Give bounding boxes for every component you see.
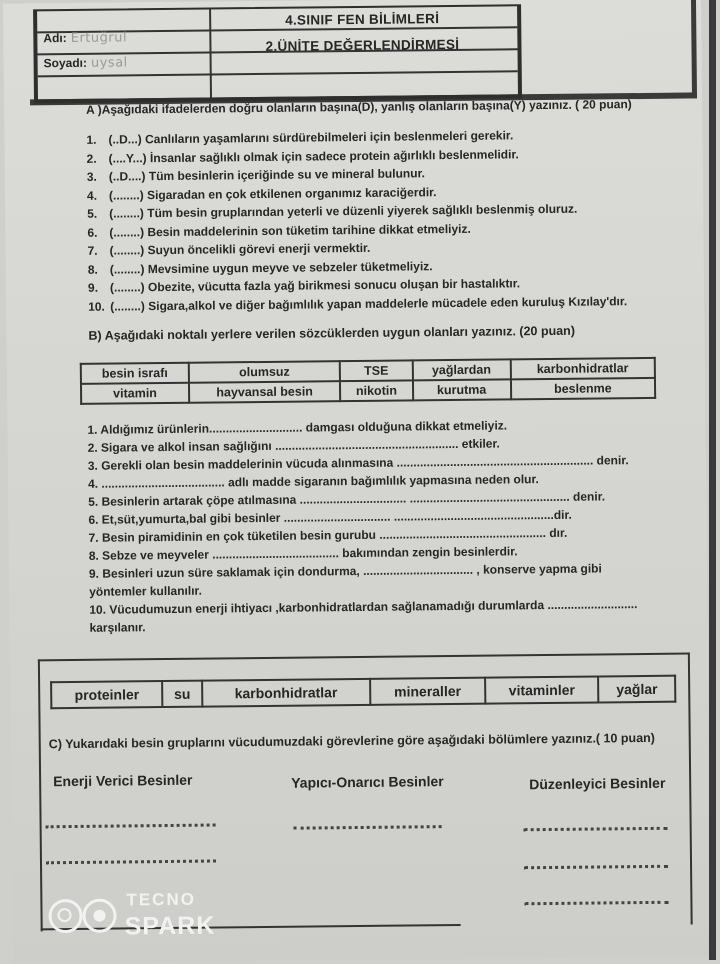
answer-blank[interactable]: (....Y...): [108, 150, 147, 166]
surname-value: uysal: [90, 55, 128, 71]
word-cell: nikotin: [340, 380, 413, 401]
fill-in-sentence[interactable]: 10. Vücudumuzun enerji ihtiyacı ,karbonhidratlardan sağlanamadığı durumlarda ...........................: [89, 597, 638, 617]
food-group-cell: karbonhidratlar: [202, 679, 371, 707]
item-text: Tüm besin gruplarından yeterli ve düzenli yiyerek sağlıklı beslenmiş oluruz.: [147, 201, 578, 221]
item-number: 3.: [86, 169, 97, 184]
food-group-cell: su: [162, 681, 202, 707]
page-edge-shadow: [709, 0, 716, 960]
item-number: 5.: [87, 206, 98, 221]
item-number: 9.: [87, 280, 99, 295]
section-b-word-table: [80, 357, 656, 405]
section-a-instruction: A )Aşağıdaki ifadelerden doğru olanların başına(D), yanlış olanların başına(Y) yazınız. ( 20 puan): [86, 97, 632, 117]
food-group-cell: mineraller: [370, 678, 485, 705]
name-value: Ertuğrul: [70, 30, 128, 46]
answer-blank[interactable]: (........): [109, 280, 145, 295]
answer-blank[interactable]: (..D....): [108, 169, 146, 184]
word-cell: besin israfı: [81, 363, 189, 384]
word-cell: karbonhidratlar: [510, 358, 655, 380]
item-text: Canlıların yaşamlarını sürdürebilmeleri için beslenmeleri gerekir.: [145, 128, 514, 147]
food-group-row: [51, 676, 675, 709]
food-group-cell: yağlar: [599, 676, 676, 703]
column-title: Düzenleyici Besinler: [529, 774, 666, 793]
item-number: 4.: [86, 188, 98, 203]
column-title: Yapıcı-Onarıcı Besinler: [291, 773, 444, 791]
answer-blank[interactable]: (........): [110, 298, 145, 314]
item-number: 2.: [86, 151, 97, 166]
section-b-sentences: [87, 415, 637, 637]
exam-subtitle: 2.ÜNİTE DEĞERLENDİRMESİ: [265, 36, 460, 54]
food-group-cell: vitaminler: [485, 676, 599, 703]
item-number: 8.: [87, 262, 98, 277]
item-text: İnsanlar sağlıklı olmak için sadece protein ağırlıklı beslenmelidir.: [149, 146, 519, 165]
fill-in-sentence[interactable]: 8. Sebze ve meyveler ...................................... bakımından zengin besinlerdir.: [88, 544, 518, 563]
food-group-cell: proteinler: [51, 681, 163, 708]
camera-dot-icon: [82, 899, 116, 933]
word-cell: hayvansal besin: [189, 381, 341, 403]
item-text: Sigara,alkol ve diğer bağımlılık yapan maddelerle mücadele eden kuruluş Kızılay'dır.: [148, 293, 628, 313]
surname-field[interactable]: [44, 55, 128, 71]
fill-in-sentence[interactable]: 9. Besinleri uzun süre saklamak için dondurma, ................................. , konserve yapma gibi: [88, 561, 602, 581]
item-text: Obezite, vücutta fazla yağ birikmesi sonucu oluşan bir hastalıktır.: [147, 276, 521, 295]
item-text: Mevsimine uygun meyve ve sebzeler tüketmeliyiz.: [147, 258, 433, 276]
camera-ring-icon: [48, 899, 82, 933]
exam-title: 4.SINIF FEN BİLİMLERİ: [285, 11, 440, 28]
fill-in-sentence[interactable]: 2. Sigara ve alkol insan sağlığını ....................................................... etkiler.: [87, 436, 500, 455]
word-cell: kurutma: [413, 379, 511, 400]
header-table: [33, 4, 522, 103]
answer-blank[interactable]: (..D...): [108, 132, 142, 147]
item-number: 10.: [88, 299, 105, 314]
item-text: Besin maddelerinin son tüketim tarihine dikkat etmeliyiz.: [147, 221, 471, 239]
name-field[interactable]: [43, 30, 127, 46]
tecno-spark-watermark: [48, 891, 229, 953]
answer-blank[interactable]: (........): [109, 261, 145, 277]
answer-blank[interactable]: (........): [109, 224, 145, 240]
fill-in-sentence[interactable]: 5. Besinlerin artarak çöpe atılmasına ................................ ................................................ denir.: [88, 489, 606, 509]
watermark-line2: SPARK: [124, 911, 216, 941]
name-label: Adı:: [43, 31, 67, 46]
fill-in-sentence[interactable]: 1. Aldığımız ürünlerin............................ damgası olduğuna dikkat etmeliyiz.: [87, 418, 508, 437]
section-a-list: [86, 125, 627, 316]
section-b-instruction: B) Aşağıdaki noktalı yerlere verilen sözcüklerden uygun olanları yazınız. (20 puan): [88, 323, 576, 343]
column-title: Enerji Verici Besinler: [53, 771, 193, 790]
word-cell: vitamin: [81, 383, 189, 404]
item-number: 1.: [86, 132, 97, 147]
surname-label: Soyadı:: [43, 55, 88, 71]
word-cell: yağlardan: [412, 359, 510, 380]
fill-in-sentence[interactable]: 3. Gerekli olan besin maddelerinin vücuda alınmasına ........................................................... denir.: [87, 453, 629, 473]
fill-in-sentence[interactable]: 6. Et,süt,yumurta,bal gibi besinler ................................ ................................................dir.: [88, 507, 572, 527]
answer-blank[interactable]: (........): [108, 187, 144, 203]
fill-in-sentence[interactable]: karşılanır.: [89, 620, 146, 635]
word-cell: TSE: [340, 360, 413, 381]
word-cell: beslenme: [511, 378, 656, 400]
fill-in-sentence[interactable]: 4. ..................................... adlı madde sigaranın bağımlılık yapmasına neden olur.: [87, 472, 539, 491]
item-text: Tüm besinlerin içeriğinde su ve mineral bulunur.: [148, 166, 425, 184]
item-number: 7.: [87, 243, 98, 258]
fill-in-sentence[interactable]: 7. Besin piramidinin en çok tüketilen besin gurubu .................................................. dır.: [88, 525, 568, 545]
answer-blank[interactable]: (........): [109, 243, 145, 258]
item-text: Sigaradan en çok etkilenen organımız karaciğerdir.: [146, 184, 437, 202]
item-number: 6.: [87, 225, 98, 240]
watermark-line1: TECNO: [126, 889, 196, 910]
item-text: Suyun öncelikli görevi enerji vermektir.: [147, 240, 371, 258]
word-cell: olumsuz: [189, 361, 341, 383]
exam-paper: [3, 0, 711, 964]
fill-in-sentence[interactable]: yöntemler kullanılır.: [89, 583, 202, 599]
section-c-instruction: C) Yukarıdaki besin gruplarını vücudumuzdaki görevlerine göre aşağıdaki bölümlere yazınız.( 10 puan): [48, 730, 655, 752]
answer-blank[interactable]: (........): [109, 206, 144, 221]
